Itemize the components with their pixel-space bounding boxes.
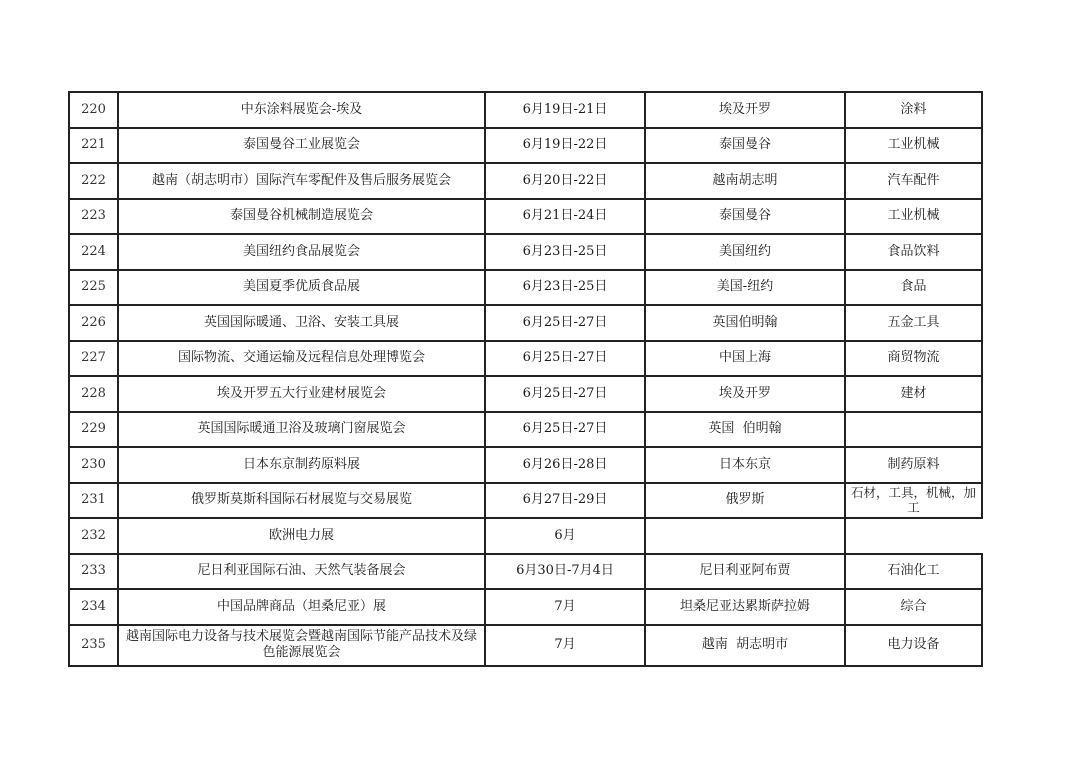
exhibition-date: 6月19日-22日 — [485, 128, 645, 164]
exhibition-date: 7月 — [485, 625, 645, 666]
row-number: 230 — [69, 447, 118, 483]
row-number: 234 — [69, 589, 118, 625]
exhibition-place: 泰国曼谷 — [645, 199, 845, 235]
exhibition-name: 日本东京制药原料展 — [118, 447, 485, 483]
table-row — [69, 376, 982, 412]
exhibition-place: 尼日利亚阿布贾 — [645, 554, 845, 590]
exhibition-place: 中国上海 — [645, 341, 845, 377]
exhibition-category — [845, 518, 982, 554]
exhibition-category: 汽车配件 — [845, 163, 982, 199]
exhibition-name: 俄罗斯莫斯科国际石材展览与交易展览 — [118, 483, 485, 519]
table-row — [69, 341, 982, 377]
exhibition-category: 工业机械 — [845, 128, 982, 164]
exhibition-name: 英国国际暖通卫浴及玻璃门窗展览会 — [118, 412, 485, 448]
exhibition-name: 泰国曼谷工业展览会 — [118, 128, 485, 164]
exhibition-place: 泰国曼谷 — [645, 128, 845, 164]
exhibition-place: 越南胡志明 — [645, 163, 845, 199]
row-number: 224 — [69, 234, 118, 270]
table-row — [69, 199, 982, 235]
exhibition-place: 坦桑尼亚达累斯萨拉姆 — [645, 589, 845, 625]
table-row — [69, 305, 982, 341]
exhibition-name: 欧洲电力展 — [118, 518, 485, 554]
exhibition-category: 食品饮料 — [845, 234, 982, 270]
exhibition-date: 6月27日-29日 — [485, 483, 645, 519]
exhibition-category: 综合 — [845, 589, 982, 625]
table-row — [69, 128, 982, 164]
exhibition-name: 越南（胡志明市）国际汽车零配件及售后服务展览会 — [118, 163, 485, 199]
exhibition-place: 越南 胡志明市 — [645, 625, 845, 666]
table-row — [69, 589, 982, 625]
table-row — [69, 163, 982, 199]
table-row — [69, 447, 982, 483]
exhibition-category: 制药原料 — [845, 447, 982, 483]
table-row — [69, 412, 982, 448]
exhibition-table — [68, 91, 983, 667]
exhibition-date: 6月21日-24日 — [485, 199, 645, 235]
exhibition-name: 泰国曼谷机械制造展览会 — [118, 199, 485, 235]
row-number: 223 — [69, 199, 118, 235]
row-number: 225 — [69, 270, 118, 306]
exhibition-date: 6月19日-21日 — [485, 92, 645, 128]
row-number: 226 — [69, 305, 118, 341]
row-number: 221 — [69, 128, 118, 164]
exhibition-category: 食品 — [845, 270, 982, 306]
exhibition-date: 6月23日-25日 — [485, 270, 645, 306]
row-number: 227 — [69, 341, 118, 377]
exhibition-date: 7月 — [485, 589, 645, 625]
exhibition-place: 英国 伯明翰 — [645, 412, 845, 448]
exhibition-name: 越南国际电力设备与技术展览会暨越南国际节能产品技术及绿色能源展览会 — [118, 625, 485, 666]
exhibition-date: 6月25日-27日 — [485, 376, 645, 412]
exhibition-date: 6月 — [485, 518, 645, 554]
exhibition-category — [845, 412, 982, 448]
exhibition-date: 6月25日-27日 — [485, 341, 645, 377]
row-number: 233 — [69, 554, 118, 590]
exhibition-place: 埃及开罗 — [645, 376, 845, 412]
exhibition-category: 工业机械 — [845, 199, 982, 235]
exhibition-date: 6月25日-27日 — [485, 305, 645, 341]
exhibition-name: 美国夏季优质食品展 — [118, 270, 485, 306]
exhibition-category: 建材 — [845, 376, 982, 412]
exhibition-category: 电力设备 — [845, 625, 982, 666]
exhibition-name: 英国国际暖通、卫浴、安装工具展 — [118, 305, 485, 341]
row-number: 222 — [69, 163, 118, 199]
exhibition-date: 6月26日-28日 — [485, 447, 645, 483]
exhibition-place: 日本东京 — [645, 447, 845, 483]
table-row — [69, 554, 982, 590]
exhibition-date: 6月23日-25日 — [485, 234, 645, 270]
exhibition-name: 尼日利亚国际石油、天然气装备展会 — [118, 554, 485, 590]
row-number: 235 — [69, 625, 118, 666]
exhibition-place — [645, 518, 845, 554]
row-number: 231 — [69, 483, 118, 519]
exhibition-place: 埃及开罗 — [645, 92, 845, 128]
exhibition-date: 6月30日-7月4日 — [485, 554, 645, 590]
exhibition-name: 埃及开罗五大行业建材展览会 — [118, 376, 485, 412]
exhibition-place: 美国-纽约 — [645, 270, 845, 306]
exhibition-date: 6月20日-22日 — [485, 163, 645, 199]
table-row — [69, 92, 982, 128]
exhibition-date: 6月25日-27日 — [485, 412, 645, 448]
row-number: 232 — [69, 518, 118, 554]
exhibition-place: 英国伯明翰 — [645, 305, 845, 341]
exhibition-place: 俄罗斯 — [645, 483, 845, 519]
table-row — [69, 483, 982, 519]
exhibition-category: 五金工具 — [845, 305, 982, 341]
exhibition-category: 涂料 — [845, 92, 982, 128]
table-row — [69, 625, 982, 666]
row-number: 228 — [69, 376, 118, 412]
exhibition-category: 石材，工具，机械，加工 — [845, 483, 982, 519]
exhibition-category: 石油化工 — [845, 554, 982, 590]
exhibition-name: 美国纽约食品展览会 — [118, 234, 485, 270]
exhibition-name: 中国品牌商品（坦桑尼亚）展 — [118, 589, 485, 625]
exhibition-place: 美国纽约 — [645, 234, 845, 270]
row-number: 220 — [69, 92, 118, 128]
table-row — [69, 234, 982, 270]
exhibition-category: 商贸物流 — [845, 341, 982, 377]
exhibition-name: 国际物流、交通运输及远程信息处理博览会 — [118, 341, 485, 377]
table-row — [69, 270, 982, 306]
exhibition-name: 中东涂料展览会-埃及 — [118, 92, 485, 128]
table-row — [69, 518, 982, 554]
row-number: 229 — [69, 412, 118, 448]
